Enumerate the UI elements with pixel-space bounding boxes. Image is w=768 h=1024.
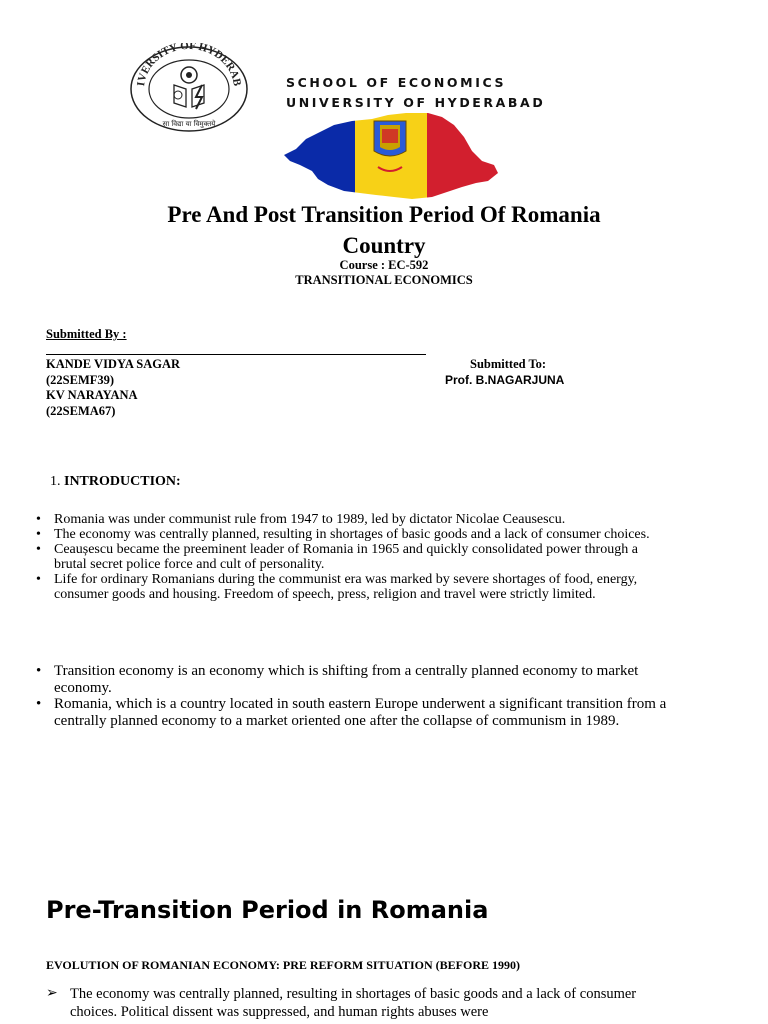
document-title	[0, 199, 768, 261]
course-name: TRANSITIONAL ECONOMICS	[295, 273, 473, 287]
student-line: (22SEMF39)	[46, 372, 115, 387]
submitted-to-label: Submitted To:	[470, 357, 547, 371]
course-code: Course : EC-592	[339, 258, 429, 272]
university-logo	[122, 43, 256, 135]
section-number: 1.	[50, 474, 61, 489]
list-item: • Romania, which is a country located in south eastern Europe underwent a significant transition from a centrally planned economy to a market oriented one after the collapse of communism in 1989.	[54, 696, 669, 729]
evolution-subheading: EVOLUTION OF ROMANIAN ECONOMY: PRE REFORM SITUATION (BEFORE 1990)	[46, 958, 520, 972]
logo-motto: सा विद्या या विमुक्तये	[162, 120, 216, 128]
intro-bullets-small	[54, 512, 669, 602]
student-line: KV NARAYANA	[46, 388, 138, 402]
romania-flag-map	[282, 111, 500, 201]
list-item: • Life for ordinary Romanians during the communist era was marked by severe shortages of food, energy, consumer goods and housing. Freedom of speech, press, religion and travel were strictly limited.	[54, 572, 669, 602]
divider-line	[46, 354, 426, 355]
arrow-bullet-text: The economy was centrally planned, resulting in shortages of basic goods and a lack of consumer choices. Political dissent was suppressed, and human rights abuses were	[70, 986, 637, 1020]
submitted-by-label: Submitted By :	[46, 327, 127, 341]
student-line: KANDE VIDYA SAGAR	[46, 357, 181, 371]
section-title: INTRODUCTION:	[64, 474, 181, 489]
logo-ring-text: IVERSITY OF HYDERAB	[135, 43, 243, 87]
arrow-bullet-icon: ➢	[46, 986, 58, 1001]
list-item: • Romania was under communist rule from 1947 to 1989, led by dictator Nicolae Ceausescu.	[54, 512, 669, 527]
pre-transition-heading: Pre-Transition Period in Romania	[46, 896, 489, 924]
professor-name: Prof. B.NAGARJUNA	[445, 373, 565, 387]
list-item: • Transition economy is an economy which is shifting from a centrally planned economy to market economy.	[54, 663, 669, 696]
school-header	[286, 73, 545, 113]
student-list	[46, 357, 180, 419]
list-item: • The economy was centrally planned, resulting in shortages of basic goods and a lack of consumer choices.	[54, 527, 669, 542]
intro-bullets-large	[54, 663, 669, 729]
title-line-2: Country	[342, 233, 426, 258]
course-info	[0, 258, 768, 288]
university-name: UNIVERSITY OF HYDERABAD	[286, 95, 546, 110]
student-line: (22SEMA67)	[46, 403, 116, 418]
school-name: SCHOOL OF ECONOMICS	[286, 75, 507, 90]
intro-heading	[50, 474, 181, 490]
list-item: • Ceaușescu became the preeminent leader of Romania in 1965 and quickly consolidated power through a brutal secret police force and cult of personality.	[54, 542, 669, 572]
title-line-1: Pre And Post Transition Period Of Romania	[167, 202, 601, 227]
